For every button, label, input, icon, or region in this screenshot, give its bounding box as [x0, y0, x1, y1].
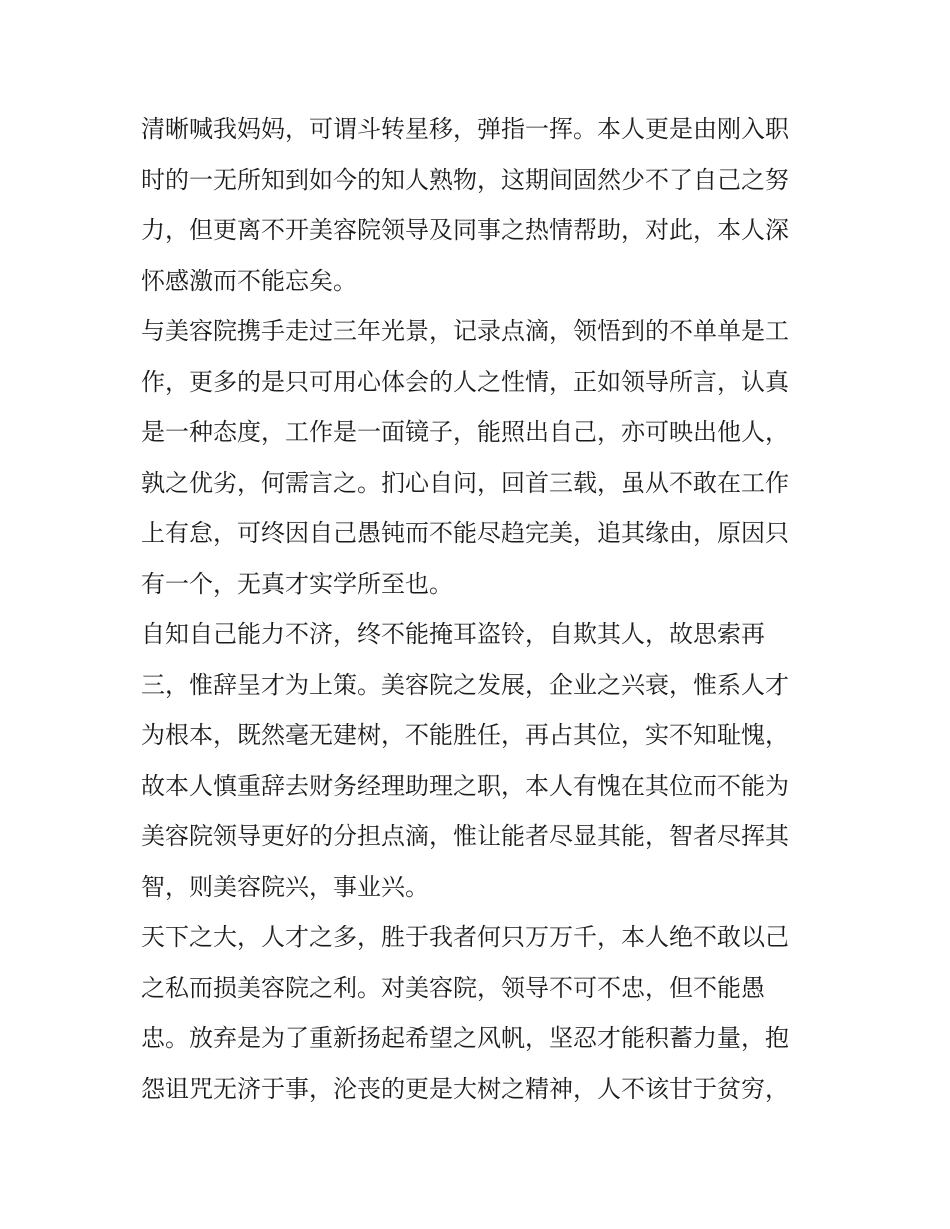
- text-line: 智，则美容院兴，事业兴。: [141, 872, 429, 901]
- text-line: 与美容院携手走过三年光景，记录点滴，领悟到的不单单是工: [141, 317, 789, 345]
- text-line: 孰之优劣，何需言之。扪心自问，回首三载，虽从不敢在工作: [141, 468, 789, 497]
- text-line: 上有怠，可终因自己愚钝而不能尽趋完美，追其缘由，原因只: [141, 519, 789, 547]
- text-line: 有一个，无真才实学所至也。: [141, 569, 453, 598]
- text-line: 为根本，既然毫无建树，不能胜任，再占其位，实不知耻愧，: [141, 721, 789, 749]
- text-line: 作，更多的是只可用心体会的人之性情，正如领导所言，认真: [141, 367, 789, 396]
- text-line: 天下之大，人才之多，胜于我者何只万万千，本人绝不敢以己: [141, 923, 789, 951]
- text-line: 故本人慎重辞去财务经理助理之职，本人有愧在其位而不能为: [141, 771, 789, 800]
- text-line: 是一种态度，工作是一面镜子，能照出自己，亦可映出他人，: [141, 418, 789, 446]
- text-line: 怀感激而不能忘矣。: [141, 266, 357, 295]
- text-line: 美容院领导更好的分担点滴，惟让能者尽显其能，智者尽挥其: [141, 822, 789, 850]
- text-line: 三，惟辞呈才为上策。美容院之发展，企业之兴衰，惟系人才: [141, 670, 789, 699]
- text-line: 自知自己能力不济，终不能掩耳盗铃，自欺其人，故思索再: [141, 620, 765, 648]
- text-line: 忠。放弃是为了重新扬起希望之风帆，坚忍才能积蓄力量，抱: [141, 1024, 789, 1052]
- text-line: 时的一无所知到如今的知人熟物，这期间固然少不了自己之努: [141, 165, 789, 194]
- text-line: 力，但更离不开美容院领导及同事之热情帮助，对此，本人深: [141, 216, 789, 244]
- text-line: 清晰喊我妈妈，可谓斗转星移，弹指一挥。本人更是由刚入职: [141, 115, 789, 143]
- text-line: 之私而损美容院之利。对美容院，领导不可不忠，但不能愚: [141, 973, 765, 1002]
- body-text: [141, 104, 821, 1114]
- text-line: 怨诅咒无济于事，沦丧的更是大树之精神，人不该甘于贫穷，: [141, 1074, 789, 1103]
